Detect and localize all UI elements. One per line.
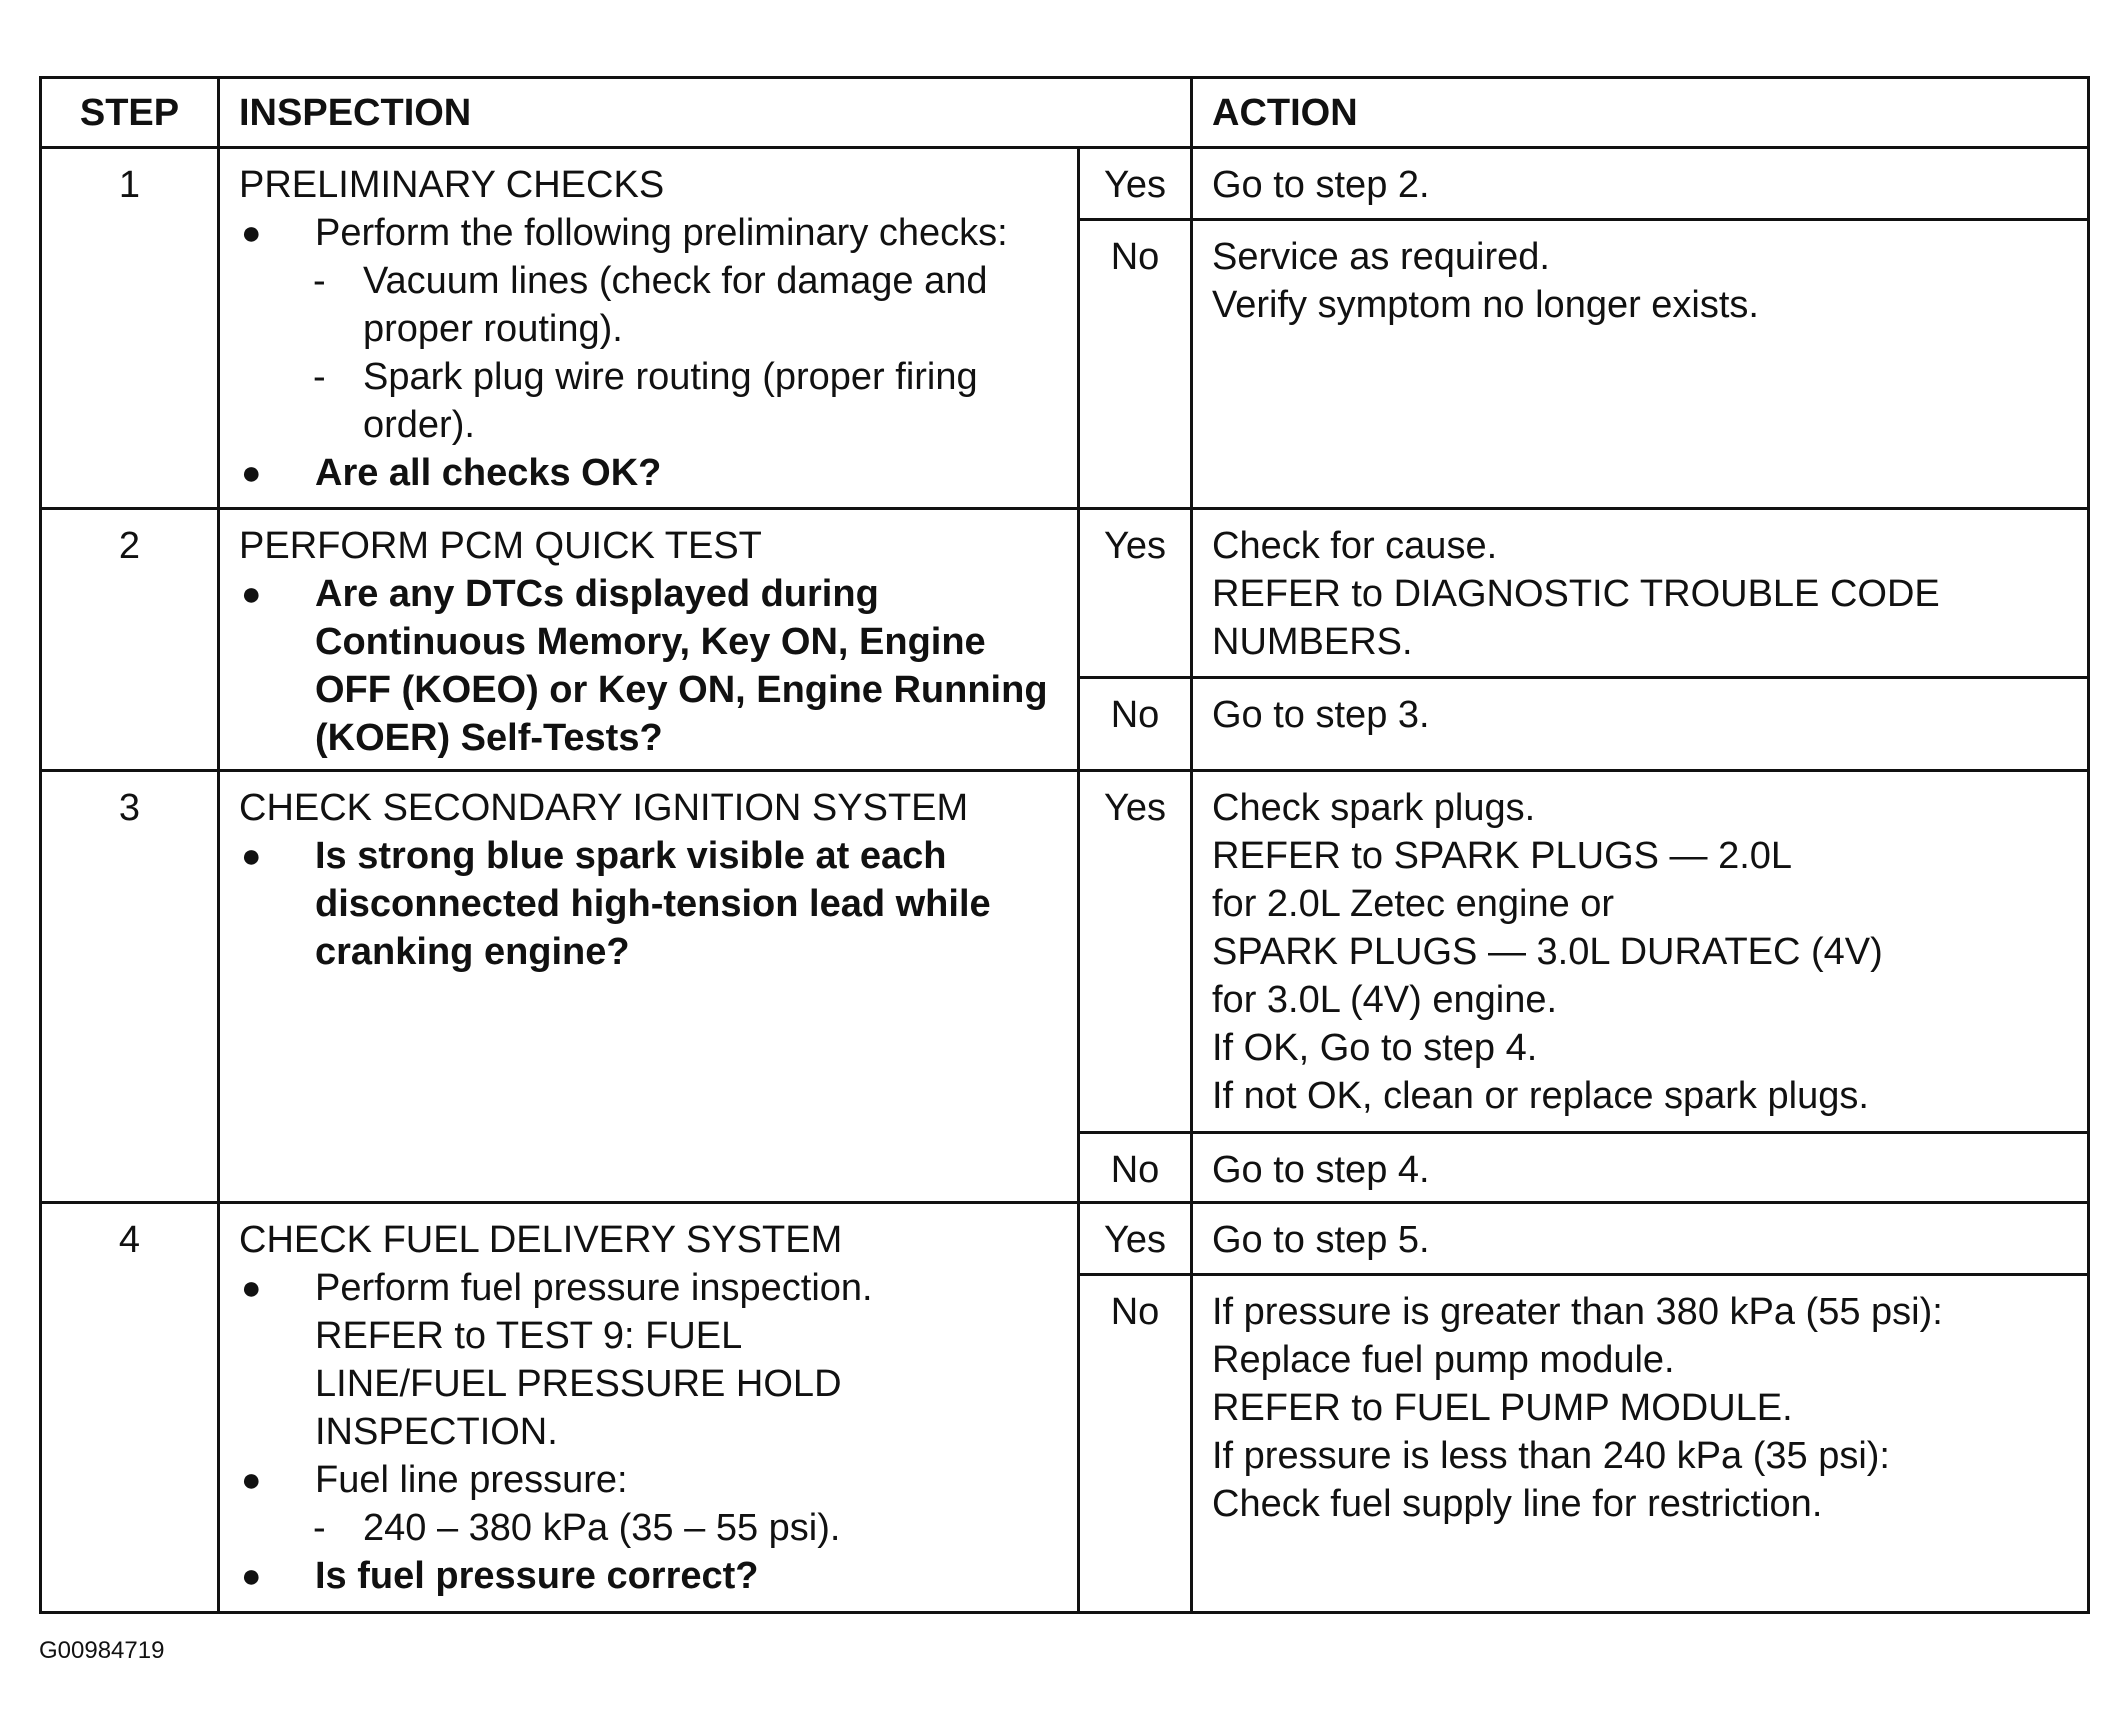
bullet-dot-icon: ● [241,1269,262,1308]
dash-item: - Spark plug wire routing (proper firing order). [313,353,1061,449]
no-action: If pressure is greater than 380 kPa (55 psi): Replace fuel pump module. REFER to FUEL PUMP MODULE. If pressure is less than 240 kPa (35 psi): Check fuel supply line for restriction. [1192,1275,2089,1613]
yes-label: Yes [1079,509,1192,678]
step-heading: CHECK SECONDARY IGNITION SYSTEM [239,787,969,830]
step-question: Is fuel pressure correct? [315,1555,759,1598]
step-2-yes-row [41,509,2089,678]
step-heading: PERFORM PCM QUICK TEST [239,525,762,568]
step-4-inspection [219,1203,1079,1613]
figure-id: G00984719 [39,1637,165,1664]
dash-icon: - [313,260,326,302]
bullet-dot-icon: ● [241,1461,262,1500]
bullet-item [239,570,1061,762]
no-action: Service as required. Verify symptom no longer exists. [1192,220,2089,509]
yes-label: Yes [1079,1203,1192,1275]
bullet-item: ● Fuel line pressure: [239,1456,1061,1504]
bullet-dot-icon: ● [241,575,262,614]
header-step: STEP [41,78,219,148]
step-heading: PRELIMINARY CHECKS [239,164,665,206]
no-action: Go to step 3. [1192,678,2089,771]
bullet-dot-icon: ● [241,1557,262,1596]
step-question: Is strong blue spark visible at each disconnected high-tension lead while cranking engine? [315,835,991,974]
yes-action: Check spark plugs. REFER to SPARK PLUGS — 2.0L for 2.0L Zetec engine or SPARK PLUGS — 3.0L DURATEC (4V) for 3.0L (4V) engine. If OK, Go to step 4. If not OK, clean or replace spark plugs. [1192,771,2089,1133]
yes-label: Yes [1079,771,1192,1133]
diagnostic-table [39,76,2090,1614]
bullet-dot-icon: ● [241,214,262,252]
header-inspection: INSPECTION [219,78,1192,148]
dash-item: - 240 – 380 kPa (35 – 55 psi). [313,1504,1061,1552]
no-label: No [1079,1133,1192,1203]
step-number: 1 [41,148,219,509]
bullet-item [239,1552,1061,1600]
header-row [41,78,2089,148]
no-label: No [1079,678,1192,771]
bullet-item: ● Perform fuel pressure inspection. REFER to TEST 9: FUEL LINE/FUEL PRESSURE HOLD INSPECTION. [239,1264,1061,1456]
dash-icon: - [313,356,326,398]
bullet-item [239,449,1061,497]
bullet-dot-icon: ● [241,837,262,876]
yes-action: Check for cause. REFER to DIAGNOSTIC TROUBLE CODE NUMBERS. [1192,509,2089,678]
bullet-item: ● Perform the following preliminary checks: [239,209,1061,257]
yes-action: Go to step 5. [1192,1203,2089,1275]
step-number: 2 [41,509,219,771]
step-3-inspection [219,771,1079,1203]
header-action: ACTION [1192,78,2089,148]
step-2-inspection [219,509,1079,771]
no-action: Go to step 4. [1192,1133,2089,1203]
bullet-dot-icon: ● [241,454,262,492]
step-question: Are all checks OK? [315,452,662,494]
dash-icon: - [313,1507,326,1550]
step-question: Are any DTCs displayed during Continuous Memory, Key ON, Engine OFF (KOEO) or Key ON, Engine Running (KOER) Self-Tests? [315,573,1048,760]
step-3-yes-row [41,771,2089,1133]
step-1-yes-row [41,148,2089,220]
step-number: 4 [41,1203,219,1613]
step-heading: CHECK FUEL DELIVERY SYSTEM [239,1219,843,1262]
step-number: 3 [41,771,219,1203]
yes-label: Yes [1079,148,1192,220]
yes-action: Go to step 2. [1192,148,2089,220]
no-label: No [1079,220,1192,509]
bullet-item [239,832,1061,976]
step-1-inspection [219,148,1079,509]
step-4-yes-row [41,1203,2089,1275]
no-label: No [1079,1275,1192,1613]
dash-item: - Vacuum lines (check for damage and proper routing). [313,257,1061,353]
